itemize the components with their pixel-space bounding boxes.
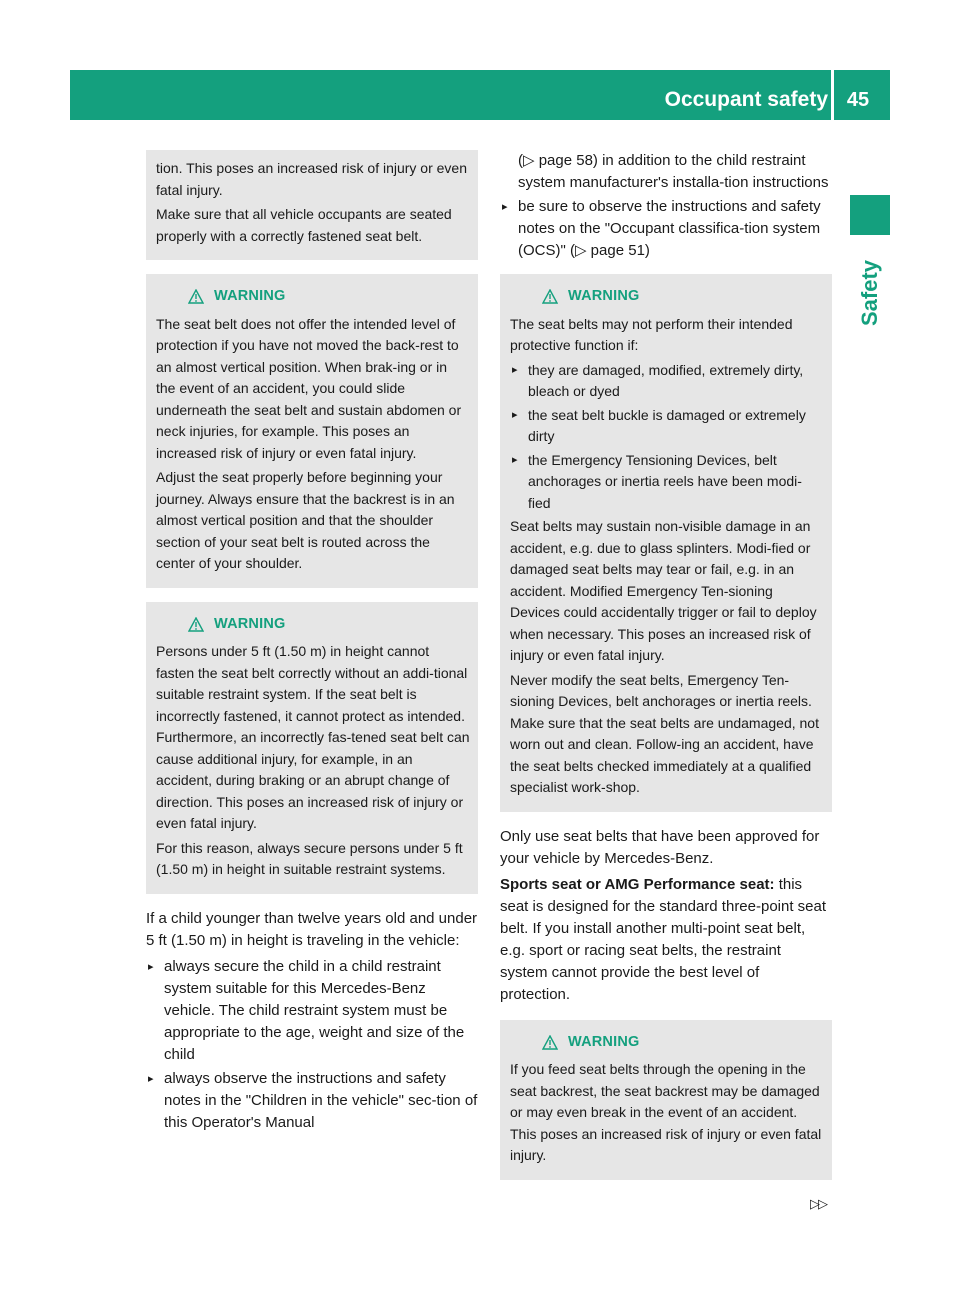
- side-tab-marker: [850, 195, 890, 235]
- list-item: ▸ be sure to observe the instructions and safety notes on the "Occupant classifica-tion system (OCS)" (▷ page 51): [500, 196, 832, 262]
- body-paragraph: [500, 874, 832, 1006]
- warning-triangle-icon: [188, 289, 204, 304]
- warning-text: For this reason, always secure persons under 5 ft (1.50 m) in height in suitable restraint systems.: [156, 839, 463, 877]
- warning-heading: [542, 286, 824, 308]
- warning-text: Never modify the seat belts, Emergency Ten-sioning Devices, belt anchorages or inertia reels. Make sure that the seat belts are undamaged, not worn out and clean. Follow-ing an accident, have the seat belts checked immediately at a qualified specialist work-shop.: [510, 671, 819, 795]
- list-item: ▸ always observe the instructions and safety notes in the "Children in the vehicle" sec-tion of this Operator's Manual: [146, 1068, 478, 1134]
- section-title: Occupant safety: [664, 88, 828, 111]
- left-column: [146, 150, 478, 1136]
- warning-heading: [188, 614, 470, 636]
- side-tab-label: Safety: [857, 259, 882, 327]
- warning-continuation-box: [146, 150, 478, 260]
- warning-heading: [542, 1032, 824, 1054]
- list-item: ▸ they are damaged, modified, extremely dirty, bleach or dyed: [510, 360, 824, 403]
- list-item-continuation: (▷ page 58) in addition to the child restraint system manufacturer's installa-tion instructions: [518, 152, 829, 191]
- warning-text: Seat belts may sustain non-visible damage in an accident, e.g. due to glass splinters. Modi-fied or damaged seat belts may tear or fail, e.g. in an accident. Modified Emergency Ten-sioning Devices could accidentally trigger or fail to deploy when necessary. This poses an increased risk of injury or even fatal injury.: [510, 518, 817, 663]
- warning-label: WARNING: [214, 288, 286, 304]
- list-item: ▸ the Emergency Tensioning Devices, belt anchorages or inertia reels have been modi-fied: [510, 450, 824, 515]
- header-divider: [831, 70, 834, 120]
- warning-box: [500, 1020, 832, 1180]
- warning-text: Adjust the seat properly before beginning your journey. Always ensure that the backrest is in an almost vertical position and that the shoulder section of your seat belt is routed across the center of your shoulder.: [156, 469, 455, 571]
- list-item: ▸ always secure the child in a child restraint system suitable for this Mercedes-Benz vehicle. The child restraint system must be appropriate to the age, weight and size of the child: [146, 956, 478, 1066]
- warning-box: [146, 602, 478, 894]
- warning-label: WARNING: [568, 1033, 640, 1050]
- body-paragraph: Only use seat belts that have been approved for your vehicle by Mercedes-Benz.: [500, 827, 820, 867]
- warning-label: WARNING: [568, 288, 640, 304]
- warning-heading: [188, 286, 470, 308]
- warning-triangle-icon: [188, 617, 204, 632]
- box-text: tion. This poses an increased risk of injury or even fatal injury.: [156, 160, 468, 198]
- side-tab: [840, 248, 900, 338]
- warning-label: WARNING: [214, 615, 286, 632]
- warning-box: [500, 274, 832, 812]
- warning-text: The seat belt does not offer the intended level of protection if you have not moved the back-rest to an almost vertical position. When brak-ing or in the event of an accident, you could slide underneath the seat belt and sustain abdomen or neck injuries, for example. This poses an increased risk of injury or even fatal injury.: [156, 315, 462, 461]
- warning-text: If you feed seat belts through the opening in the seat backrest, the seat backrest may be damaged or may even break in the event of an accident. This poses an increased risk of injury or even fatal injury.: [510, 1061, 822, 1163]
- warning-text: The seat belts may not perform their intended protective function if:: [510, 315, 793, 353]
- paragraph-text: this seat is designed for the standard three-point seat belt. If you install another multi-point seat belt, e.g. sport or racing seat belts, the restraint system cannot provide the best level of protection.: [500, 875, 827, 1003]
- warning-box: [146, 274, 478, 588]
- bold-lead: Sports seat or AMG Performance seat:: [500, 875, 775, 893]
- warning-triangle-icon: [542, 289, 558, 304]
- warning-text: Persons under 5 ft (1.50 m) in height cannot fasten the seat belt correctly without an addi-tional suitable restraint system. If the seat belt is incorrectly fastened, it cannot protect as intended. Furthermore, an incorrectly fas-tened seat belt can cause additional injury, for example, in an accident, during braking or an abrupt change of direction. This poses an increased risk of injury or even fatal injury.: [156, 643, 470, 831]
- box-text: Make sure that all vehicle occupants are seated properly with a correctly fastened seat belt.: [156, 206, 452, 244]
- warning-triangle-icon: [542, 1035, 558, 1050]
- continue-arrows-icon: ▷▷: [810, 1196, 826, 1211]
- page-number: 45: [846, 89, 870, 111]
- list-item: ▸ the seat belt buckle is damaged or extremely dirty: [510, 405, 824, 448]
- right-column: [500, 150, 832, 1194]
- body-paragraph: If a child younger than twelve years old and under 5 ft (1.50 m) in height is traveling in the vehicle:: [146, 909, 478, 949]
